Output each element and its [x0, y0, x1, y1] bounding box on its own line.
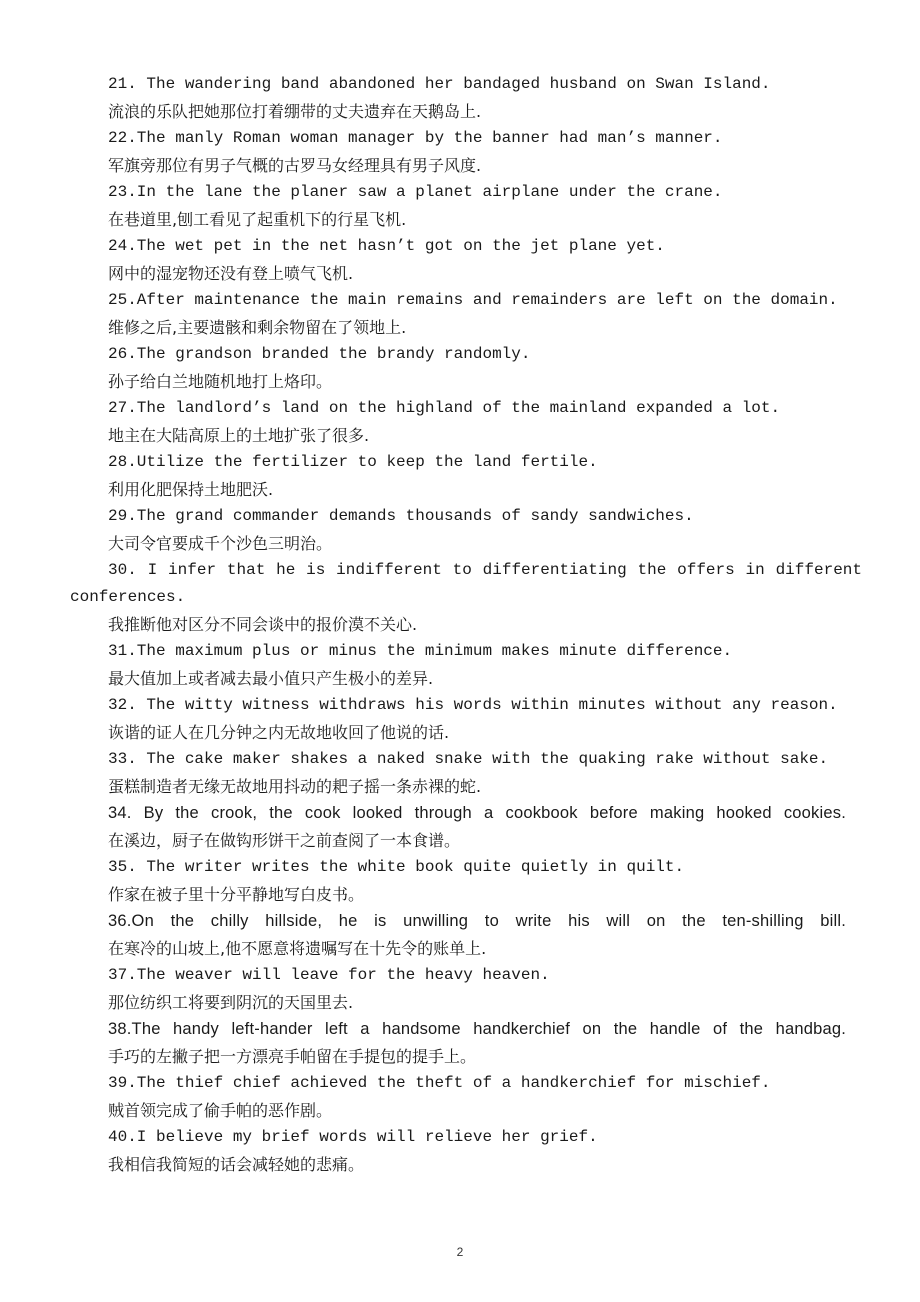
chinese-translation-33: 蛋糕制造者无缘无故地用抖动的耙子摇一条赤裸的蛇.: [108, 777, 482, 796]
english-sentence-30-line-2: conferences.: [70, 588, 186, 606]
english-sentence-31: 31.The maximum plus or minus the minimum makes minute difference.: [108, 642, 733, 660]
chinese-translation-29: 大司令官要成千个沙色三明治。: [108, 534, 333, 553]
chinese-translation-26: 孙子给白兰地随机地打上烙印。: [108, 372, 333, 391]
chinese-translation-27: 地主在大陆高原上的土地扩张了很多.: [108, 426, 370, 445]
chinese-translation-34: 在溪边，厨子在做钩形饼干之前查阅了一本食谱。: [108, 831, 461, 850]
english-sentence-39: 39.The thief chief achieved the theft of a handkerchief for mischief.: [108, 1074, 771, 1092]
english-sentence-25: 25.After maintenance the main remains and remainders are left on the domain.: [108, 291, 838, 309]
page-number: 2: [456, 1245, 464, 1259]
chinese-translation-31: 最大值加上或者减去最小值只产生极小的差异.: [108, 669, 434, 688]
chinese-translation-24: 网中的湿宠物还没有登上喷气飞机.: [108, 264, 354, 283]
chinese-translation-25: 维修之后,主要遗骸和剩余物留在了领地上.: [108, 318, 407, 337]
english-sentence-23: 23.In the lane the planer saw a planet airplane under the crane.: [108, 183, 723, 201]
english-sentence-37: 37.The weaver will leave for the heavy heaven.: [108, 966, 550, 984]
english-sentence-34: 34. By the crook, the cook looked through a cookbook before making hooked cookies.: [108, 804, 846, 822]
english-sentence-32: 32. The witty witness withdraws his words within minutes without any reason.: [108, 696, 838, 714]
english-sentence-28: 28.Utilize the fertilizer to keep the land fertile.: [108, 453, 598, 471]
english-sentence-29: 29.The grand commander demands thousands of sandy sandwiches.: [108, 507, 694, 525]
chinese-translation-38: 手巧的左撇子把一方漂亮手帕留在手提包的提手上。: [108, 1047, 477, 1066]
english-sentence-38: 38.The handy left-hander left a handsome handkerchief on the handle of the handbag.: [108, 1020, 846, 1038]
english-sentence-36: 36.On the chilly hillside, he is unwilling to write his will on the ten-shilling bill.: [108, 912, 846, 930]
chinese-translation-40: 我相信我简短的话会减轻她的悲痛。: [108, 1155, 365, 1174]
english-sentence-40: 40.I believe my brief words will relieve her grief.: [108, 1128, 598, 1146]
chinese-translation-30: 我推断他对区分不同会谈中的报价漠不关心.: [108, 615, 418, 634]
chinese-translation-39: 贼首领完成了偷手帕的恶作剧。: [108, 1101, 333, 1120]
chinese-translation-28: 利用化肥保持土地肥沃.: [108, 480, 274, 499]
english-sentence-35: 35. The writer writes the white book quite quietly in quilt.: [108, 858, 685, 876]
english-sentence-33: 33. The cake maker shakes a naked snake with the quaking rake without sake.: [108, 750, 829, 768]
chinese-translation-32: 诙谐的证人在几分钟之内无故地收回了他说的话.: [108, 723, 450, 742]
english-sentence-27: 27.The landlord’s land on the highland of the mainland expanded a lot.: [108, 399, 781, 417]
english-sentence-30-line-1: 30. I infer that he is indifferent to differentiating the offers in different: [108, 561, 862, 579]
chinese-translation-35: 作家在被子里十分平静地写白皮书。: [108, 885, 365, 904]
english-sentence-22: 22.The manly Roman woman manager by the banner had man’s manner.: [108, 129, 723, 147]
chinese-translation-23: 在巷道里,刨工看见了起重机下的行星飞机.: [108, 210, 407, 229]
chinese-translation-21: 流浪的乐队把她那位打着绷带的丈夫遗弃在天鹅岛上.: [108, 102, 482, 121]
chinese-translation-22: 军旗旁那位有男子气概的古罗马女经理具有男子风度.: [108, 156, 482, 175]
english-sentence-21: 21. The wandering band abandoned her bandaged husband on Swan Island.: [108, 75, 771, 93]
english-sentence-26: 26.The grandson branded the brandy randomly.: [108, 345, 531, 363]
chinese-translation-37: 那位纺织工将要到阴沉的天国里去.: [108, 993, 354, 1012]
chinese-translation-36: 在寒冷的山坡上,他不愿意将遗嘱写在十先令的账单上.: [108, 939, 487, 958]
english-sentence-24: 24.The wet pet in the net hasn’t got on the jet plane yet.: [108, 237, 665, 255]
sentence-list: [70, 71, 862, 1178]
